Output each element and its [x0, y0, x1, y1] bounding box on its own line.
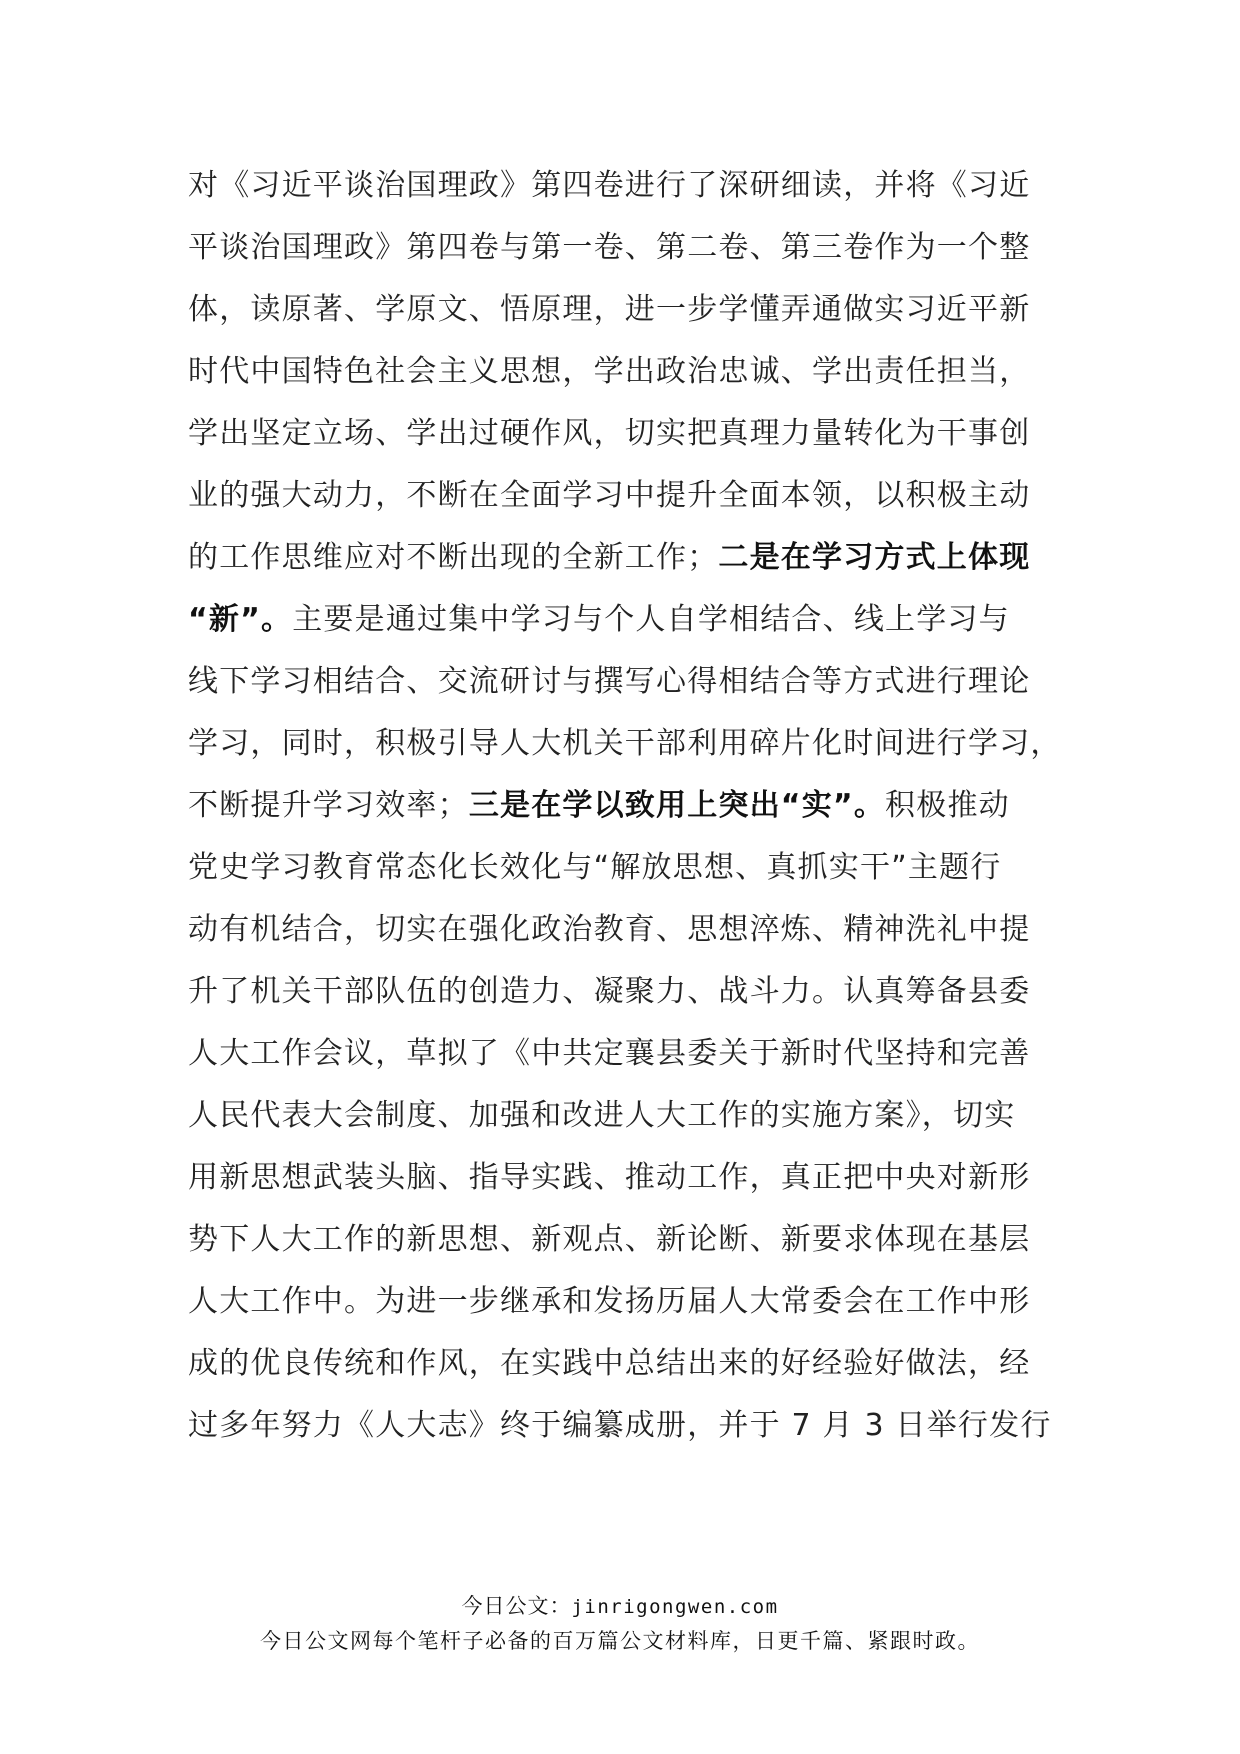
text-line: 人大工作会议，草拟了《中共定襄县委关于新时代坚持和完善 [188, 1036, 1031, 1071]
text-line: 人民代表大会制度、加强和改进人大工作的实施方案》，切实 [188, 1098, 1016, 1133]
text-line: 人大工作中。为进一步继承和发扬历届人大常委会在工作中形 [188, 1284, 1031, 1319]
text-line: 平谈治国理政》第四卷与第一卷、第二卷、第三卷作为一个整 [188, 230, 1031, 265]
bold-heading-run: “新”。 [188, 602, 293, 637]
text-run: 的工作思维应对不断出现的全新工作； [188, 540, 719, 575]
text-run: 不断提升学习效率； [188, 788, 469, 823]
text-line [188, 775, 1068, 837]
text-line: 党史学习教育常态化长效化与“解放思想、真抓实干”主题行 [188, 850, 1002, 885]
footer-site-line [0, 1590, 1240, 1620]
text-line: 线下学习相结合、交流研讨与撰写心得相结合等方式进行理论 [188, 664, 1031, 699]
footer-site-label: 今日公文： [461, 1594, 572, 1618]
text-run: 积极推动 [885, 788, 1010, 823]
text-line: 学习，同时，积极引导人大机关干部利用碎片化时间进行学习， [188, 726, 1062, 761]
footer-site-link[interactable]: jinrigongwen.com [571, 1596, 779, 1618]
text-line: 升了机关干部队伍的创造力、凝聚力、战斗力。认真筹备县委 [188, 974, 1031, 1009]
text-line [188, 527, 1068, 589]
text-line [188, 589, 1068, 651]
text-line: 成的优良传统和作风，在实践中总结出来的好经验好做法，经 [188, 1346, 1031, 1381]
text-line: 对《习近平谈治国理政》第四卷进行了深研细读，并将《习近 [188, 168, 1031, 203]
text-line: 用新思想武装头脑、指导实践、推动工作，真正把中央对新形 [188, 1160, 1031, 1195]
text-line: 体，读原著、学原文、悟原理，进一步学懂弄通做实习近平新 [188, 292, 1031, 327]
text-line: 学出坚定立场、学出过硬作风，切实把真理力量转化为干事创 [188, 416, 1031, 451]
footer-slogan: 今日公文网每个笔杆子必备的百万篇公文材料库，日更千篇、紧跟时政。 [260, 1629, 980, 1653]
text-line: 动有机结合，切实在强化政治教育、思想淬炼、精神洗礼中提 [188, 912, 1031, 947]
bold-heading-run: 二是在学习方式上体现 [718, 540, 1031, 575]
text-line: 时代中国特色社会主义思想，学出政治忠诚、学出责任担当， [188, 354, 1031, 389]
text-line: 势下人大工作的新思想、新观点、新论断、新要求体现在基层 [188, 1222, 1031, 1257]
bold-heading-run: 三是在学以致用上突出“实”。 [468, 788, 886, 823]
text-line: 业的强大动力，不断在全面学习中提升全面本领，以积极主动 [188, 478, 1031, 513]
body-paragraph [188, 155, 1068, 1457]
text-run: 主要是通过集中学习与个人自学相结合、线上学习与 [292, 602, 1010, 637]
text-line: 过多年努力《人大志》终于编纂成册，并于 7 月 3 日举行发行 [188, 1408, 1052, 1443]
